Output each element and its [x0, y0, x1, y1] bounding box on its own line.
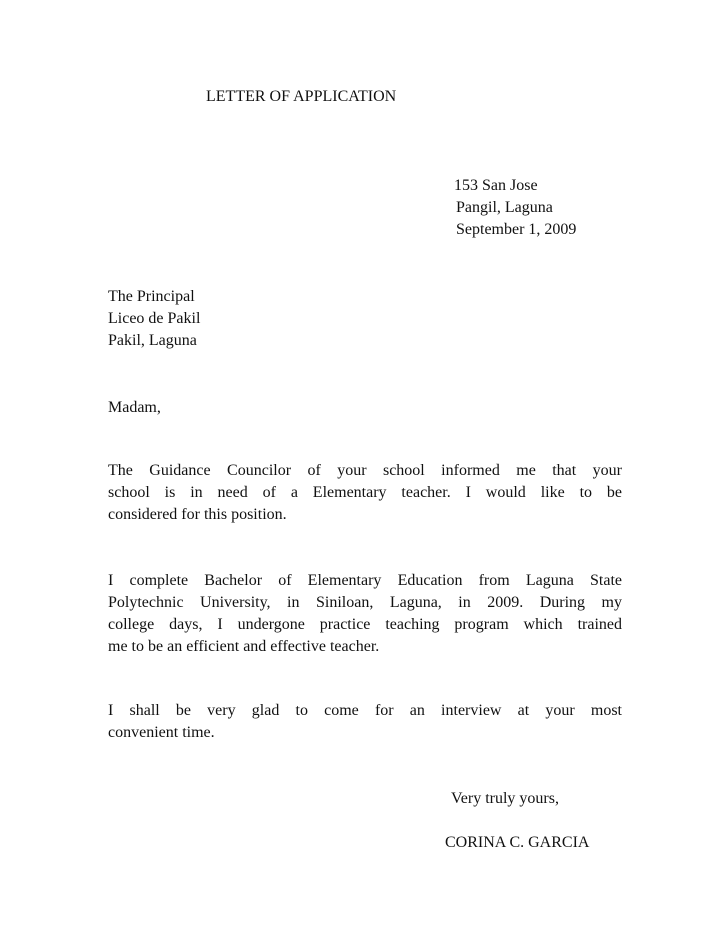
body-paragraph-3 [108, 700, 622, 744]
paragraph-line: The Guidance Councilor of your school informed me that your [108, 462, 622, 479]
paragraph-line: Polytechnic University, in Siniloan, Laguna, in 2009. During my [108, 594, 622, 611]
sender-street: 153 San Jose [454, 177, 538, 194]
recipient-title: The Principal [108, 288, 195, 305]
paragraph-line: college days, I undergone practice teaching program which trained [108, 616, 622, 633]
paragraph-line: considered for this position. [108, 506, 287, 523]
recipient-school: Liceo de Pakil [108, 310, 201, 327]
salutation: Madam, [108, 399, 161, 416]
sender-city: Pangil, Laguna [456, 199, 553, 216]
paragraph-line: me to be an efficient and effective teacher. [108, 638, 380, 655]
recipient-city: Pakil, Laguna [108, 332, 197, 349]
paragraph-line: I complete Bachelor of Elementary Education from Laguna State [108, 572, 622, 589]
paragraph-line: convenient time. [108, 724, 215, 741]
closing: Very truly yours, [451, 790, 559, 807]
letter-title: LETTER OF APPLICATION [206, 88, 397, 105]
body-paragraph-2 [108, 570, 622, 658]
paragraph-line: I shall be very glad to come for an interview at your most [108, 702, 622, 719]
paragraph-line: school is in need of a Elementary teacher. I would like to be [108, 484, 622, 501]
signature-name: CORINA C. GARCIA [445, 834, 590, 851]
letter-date: September 1, 2009 [456, 221, 577, 238]
body-paragraph-1 [108, 460, 622, 526]
